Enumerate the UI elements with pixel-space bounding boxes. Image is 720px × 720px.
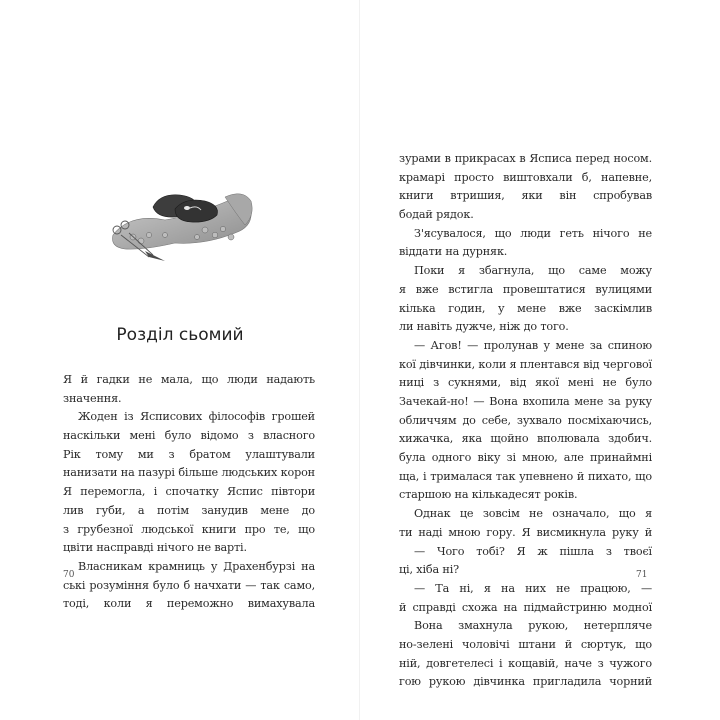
text-line: наскільки мені було відомо з власного [63, 429, 315, 443]
text-line: Зачекай-но! — Вона вхопила мене за руку [399, 394, 652, 408]
text-line: зурами в прикрасах в Ясписа перед носом. [399, 152, 652, 165]
text-line: ниці з сукнями, від якої мені не було [399, 376, 652, 390]
page-number-left: 70 [63, 570, 75, 580]
text-line: ські розуміння було б начхати — так само, [63, 578, 315, 592]
text-line: була одного віку зі мною, але принаймні [399, 451, 652, 465]
text-line: ли навіть дужче, ніж до того. [399, 320, 569, 334]
text-line: Вона змахнула рукою, нетерпляче [414, 619, 652, 633]
text-line: — Агов! — пролунав у мене за спиною [414, 338, 652, 352]
chapter-title: Розділ сьомий [116, 325, 244, 345]
text-line: старшою на кількадесят років. [399, 488, 578, 502]
text-line: віддати на дурняк. [399, 245, 508, 259]
left-page-text [63, 371, 315, 614]
text-line: кілька годин, у мене вже заскімлив [399, 301, 652, 315]
text-line: цвіти насправді нічого не варті. [63, 541, 247, 555]
right-page-text [399, 150, 652, 692]
text-line: обличчям до себе, зухвало посміхаючись, [399, 413, 652, 427]
text-line: тоді, коли я переможно вимахувала [63, 597, 315, 611]
text-line: ній, довгетелесі і кощавій, наче з чужого [399, 656, 652, 670]
text-line: хижачка, яка щойно вполювала здобич. [399, 432, 652, 446]
text-line: ти наді мною гору. Я висмикнула руку й [399, 525, 652, 539]
text-line: Власникам крамниць у Драхенбурзі на [78, 559, 315, 573]
text-line: лив губи, а потім занудив мене до [63, 503, 315, 517]
page-number-right: 71 [636, 570, 648, 580]
text-line: з грубезної людської книги про те, що [63, 522, 315, 536]
text-line: но-зелені чоловічі штани й сюртук, що [399, 637, 652, 651]
text-line: — Та ні, я на них не працюю, — [414, 581, 652, 595]
text-line: бодай рядок. [399, 208, 474, 222]
text-line: Я й гадки не мала, що люди надають [63, 373, 315, 386]
text-line: книги втришия, яки він спробував [399, 189, 652, 203]
chapter-illustration [105, 175, 255, 270]
text-line: ці, хіба ні? [399, 563, 459, 577]
text-line: кої дівчинки, коли я плентався від чергової [399, 357, 652, 371]
text-line: — Чого тобі? Я ж пішла з твоєї [414, 544, 652, 558]
text-line: Однак це зовсім не означало, що я [414, 507, 652, 521]
text-line: й справді схожа на підмайстриню модної [399, 600, 652, 614]
text-line: нанизати на пазурі більше людських корон [63, 466, 315, 480]
text-line: значення. [63, 391, 122, 405]
text-line: ща, і трималася так упевнено й пихато, що [399, 469, 652, 483]
text-line: крамарі просто виштовхали б, напевне, [399, 170, 652, 184]
text-line: З'ясувалося, що люди геть нічого не [414, 226, 652, 240]
text-line: я вже встигла провештатися вулицями [399, 282, 652, 296]
text-line: Рік тому ми з братом улаштували [63, 447, 315, 461]
text-line: Я перемогла, і спочатку Яспис півтори [63, 485, 315, 499]
text-line: Поки я збагнула, що саме можу [414, 264, 652, 278]
text-line: Жоден із Ясписових філософів грошей [78, 410, 315, 424]
text-line: гою рукою дівчинка пригладила чорний [399, 675, 652, 689]
